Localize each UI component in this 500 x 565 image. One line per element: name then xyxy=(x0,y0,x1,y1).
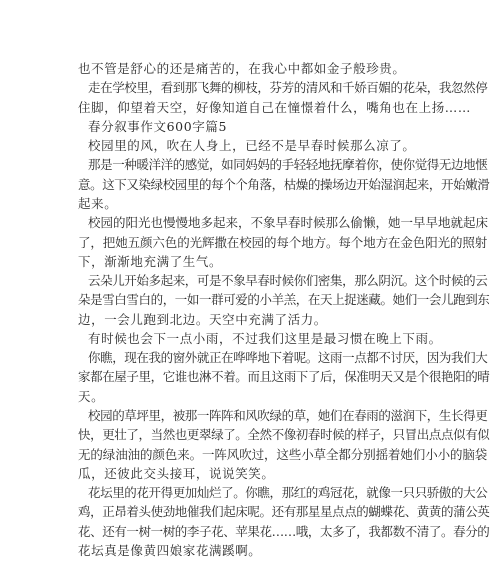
text-line: 那是一种暖洋洋的感觉，如同妈妈的手轻轻地抚摩着你，使你觉得无边地惬 xyxy=(88,157,488,173)
text-line: 起来。 xyxy=(78,195,118,211)
text-line: 校园的阳光也慢慢地多起来，不象早春时候那么偷懒，她一早早地就起床 xyxy=(88,215,489,231)
text-line: 校园里的风，吹在人身上，已经不是早春时候那么凉了。 xyxy=(88,138,416,154)
text-line: 瓜，还彼此交头接耳，说说笑笑。 xyxy=(78,465,275,481)
text-line: 无的绿油油的颜色来。一阵风吹过，这些小草全都分别摇着她们小小的脑袋 xyxy=(78,446,488,462)
text-line: 家都在屋子里，它谁也淋不着。而且这雨下了后，保准明天又是个很艳阳的晴 xyxy=(78,369,490,385)
text-line: 鸡，正昂着头使劲地催我们起床呢。还有那星星点点的蝴蝶花、黄黄的蒲公英 xyxy=(78,504,490,520)
text-line: 花坛里的花开得更加灿烂了。你瞧，那红的鸡冠花，就像一只只骄傲的大公 xyxy=(88,485,488,501)
text-line: 走在学校里，看到那飞舞的柳枝，芬芳的清风和千娇百媚的花朵，我忽然停 xyxy=(88,80,488,96)
section-title: 春分叙事作文600字篇5 xyxy=(88,118,228,134)
text-line: 有时候也会下一点小雨，不过我们这里是最习惯在晚上下雨。 xyxy=(88,330,442,346)
text-line: 意。这下又染绿校园里的每个个角落，枯燥的操场边开始湿润起来，开始嫩滑 xyxy=(78,176,490,192)
text-line: 花、还有一树一树的李子花、苹果花……哦，太多了，我都数不清了。春分的 xyxy=(78,523,490,539)
text-line: 下，渐渐地充满了生气。 xyxy=(78,253,223,269)
text-line: 你瞧，现在我的窗外就正在哗哗地下着呢。这雨一点都不讨厌，因为我们大 xyxy=(88,350,488,366)
text-line: 边，一会儿跑到北边。天空中充满了活力。 xyxy=(78,311,327,327)
text-line: 云朵儿开始多起来，可是不象早春时候你们密集，那么阴沉。这个时候的云 xyxy=(88,273,488,289)
text-line: 了，把她五颜六色的光辉撒在校园的每个地方。每个地方在金色阳光的照射 xyxy=(78,234,488,250)
text-line: 花坛真是像黄四娘家花满蹊啊。 xyxy=(78,543,262,558)
text-line: 朵是雪白雪白的，一如一群可爱的小羊羔，在天上捉迷藏。她们一会儿跑到东 xyxy=(78,292,490,308)
text-line: 天。 xyxy=(78,388,105,404)
text-line: 校园的草坪里，被那一阵阵和风吹绿的草，她们在春雨的滋润下，生长得更 xyxy=(88,408,488,424)
text-line: 快，更壮了，当然也更翠绿了。全然不像初春时候的样子，只冒出点点似有似 xyxy=(78,427,490,443)
text-line: 住脚，仰望着天空，好像知道自己在憧憬着什么，嘴角也在上扬…… xyxy=(78,99,472,115)
text-line: 也不管是舒心的还是痛苦的，在我心中都如金子般珍贵。 xyxy=(78,61,406,76)
